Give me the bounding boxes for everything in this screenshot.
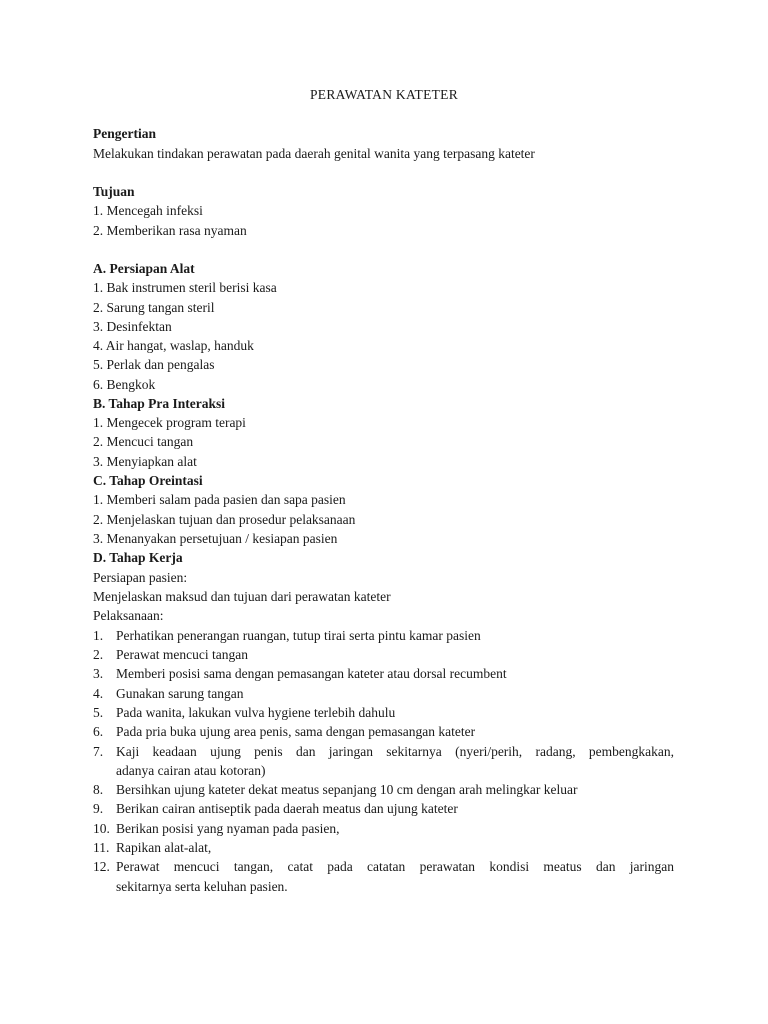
step-number: 9. (93, 801, 104, 816)
persiapan-alat-item: 4. Air hangat, waslap, handuk (93, 338, 254, 353)
persiapan-alat-item: 6. Bengkok (93, 377, 156, 392)
tujuan-heading: Tujuan (93, 184, 135, 199)
step-number: 2. (93, 647, 104, 662)
pelaksanaan-label: Pelaksanaan: (93, 608, 164, 623)
step-text: Kaji keadaan ujung penis dan jaringan sekitarnya (nyeri/perih, radang, pembengkakan, (116, 744, 674, 759)
step-number: 10. (93, 821, 110, 836)
persiapan-alat-item: 2. Sarung tangan steril (93, 300, 215, 315)
step-text: Perawat mencuci tangan (116, 647, 248, 662)
step-number: 6. (93, 724, 104, 739)
persiapan-alat-item: 3. Desinfektan (93, 319, 172, 334)
step-number: 4. (93, 686, 104, 701)
step-number: 12. (93, 859, 110, 874)
step-number: 11. (93, 840, 110, 855)
step-text: Gunakan sarung tangan (116, 686, 244, 701)
step-text: Berikan posisi yang nyaman pada pasien, (116, 821, 340, 836)
orientasi-item: 1. Memberi salam pada pasien dan sapa pasien (93, 492, 346, 507)
pra-interaksi-item: 2. Mencuci tangan (93, 434, 194, 449)
orientasi-heading: C. Tahap Oreintasi (93, 473, 203, 488)
persiapan-alat-heading: A. Persiapan Alat (93, 261, 195, 276)
step-text: Pada pria buka ujung area penis, sama dengan pemasangan kateter (116, 724, 476, 739)
pra-interaksi-item: 3. Menyiapkan alat (93, 454, 197, 469)
step-number: 8. (93, 782, 104, 797)
tujuan-item: 1. Mencegah infeksi (93, 203, 203, 218)
kerja-heading: D. Tahap Kerja (93, 550, 183, 565)
step-text-continued: sekitarnya serta keluhan pasien. (116, 879, 288, 894)
step-text: Rapikan alat-alat, (116, 840, 212, 855)
pengertian-heading: Pengertian (93, 126, 156, 141)
pra-interaksi-item: 1. Mengecek program terapi (93, 415, 246, 430)
orientasi-item: 3. Menanyakan persetujuan / kesiapan pasien (93, 531, 338, 546)
step-number: 1. (93, 628, 104, 643)
step-text: Pada wanita, lakukan vulva hygiene terlebih dahulu (116, 705, 396, 720)
persiapan-pasien-text: Menjelaskan maksud dan tujuan dari perawatan kateter (93, 589, 391, 604)
step-number: 7. (93, 744, 104, 759)
step-text: Memberi posisi sama dengan pemasangan kateter atau dorsal recumbent (116, 666, 507, 681)
pengertian-text: Melakukan tindakan perawatan pada daerah genital wanita yang terpasang kateter (93, 146, 535, 161)
step-text: Bersihkan ujung kateter dekat meatus sepanjang 10 cm dengan arah melingkar keluar (116, 782, 578, 797)
step-number: 5. (93, 705, 104, 720)
orientasi-item: 2. Menjelaskan tujuan dan prosedur pelaksanaan (93, 512, 356, 527)
persiapan-alat-item: 5. Perlak dan pengalas (93, 357, 215, 372)
document-title: PERAWATAN KATETER (309, 87, 459, 102)
persiapan-pasien-label: Persiapan pasien: (93, 570, 188, 585)
persiapan-alat-item: 1. Bak instrumen steril berisi kasa (93, 280, 277, 295)
step-text: Berikan cairan antiseptik pada daerah meatus dan ujung kateter (116, 801, 458, 816)
step-text: Perawat mencuci tangan, catat pada catatan perawatan kondisi meatus dan jaringan (116, 859, 674, 874)
tujuan-item: 2. Memberikan rasa nyaman (93, 223, 247, 238)
step-text: Perhatikan penerangan ruangan, tutup tirai serta pintu kamar pasien (116, 628, 481, 643)
step-text-continued: adanya cairan atau kotoran) (116, 763, 266, 778)
pra-interaksi-heading: B. Tahap Pra Interaksi (93, 396, 226, 411)
step-number: 3. (93, 666, 104, 681)
